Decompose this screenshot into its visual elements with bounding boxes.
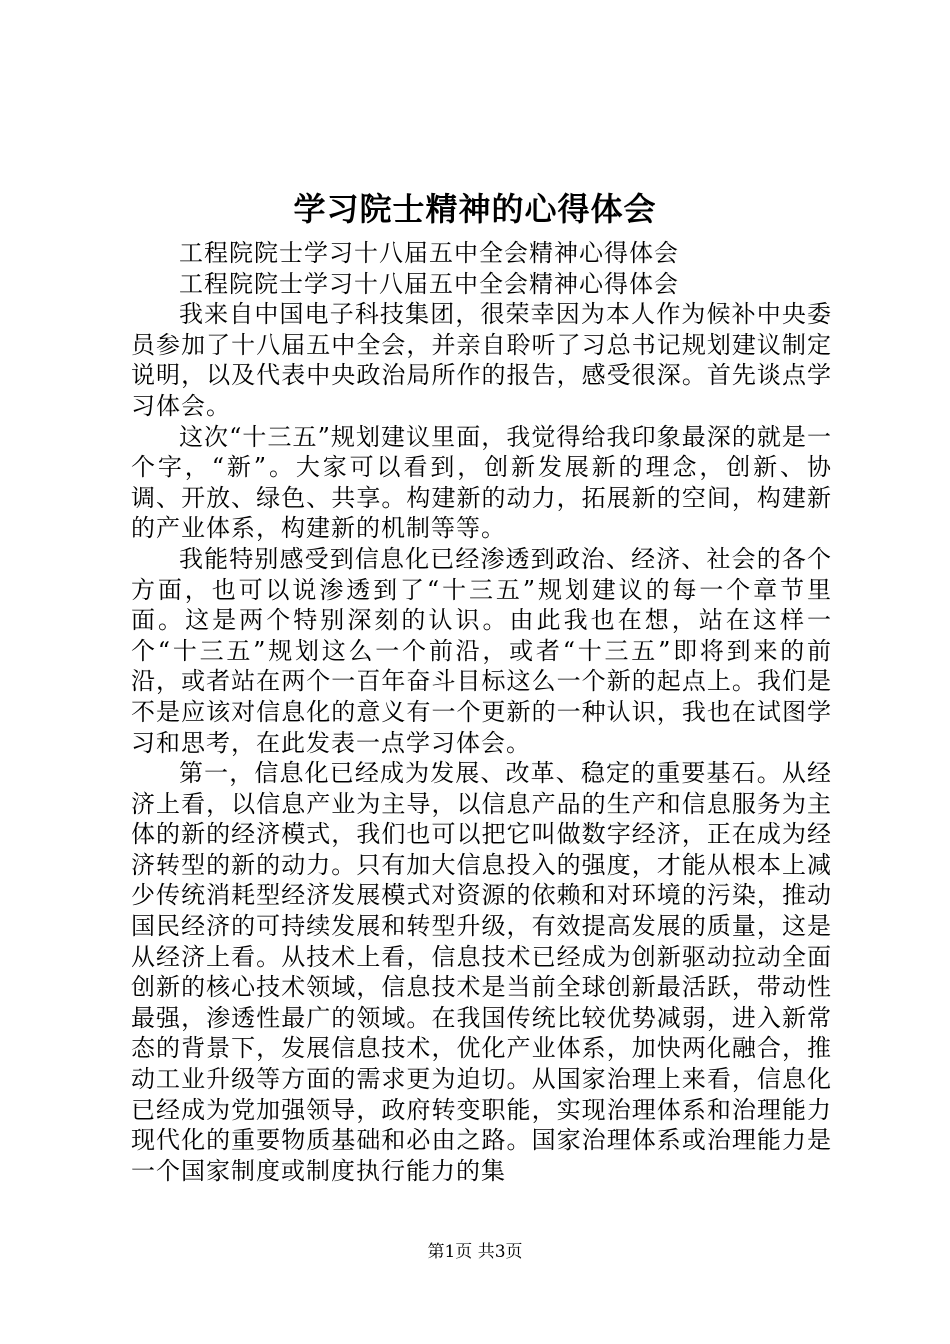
body-paragraph: 我来自中国电子科技集团，很荣幸因为本人作为候补中央委员参加了十八届五中全会，并亲自聆听了习总书记规划建议制定说明，以及代表中央政治局所作的报告，感受很深。首先谈点学习体会。 <box>131 300 832 420</box>
body-paragraph: 这次“十三五”规划建议里面，我觉得给我印象最深的就是一个字，“新”。大家可以看到，创新发展新的理念，创新、协调、开放、绿色、共享。构建新的动力，拓展新的空间，构建新的产业体系，构建新的机制等等。 <box>131 422 832 543</box>
document-title: 学习院士精神的心得体会 <box>293 190 657 228</box>
document-body <box>131 238 832 1186</box>
page-footer: 第1页 共3页 <box>427 1242 523 1262</box>
body-paragraph: 第一，信息化已经成为发展、改革、稳定的重要基石。从经济上看，以信息产业为主导，以信息产品的生产和信息服务为主体的新的经济模式，我们也可以把它叫做数字经济，正在成为经济转型的新的动力。只有加大信息投入的强度，才能从根本上减少传统消耗型经济发展模式对资源的依赖和对环境的污染，推动国民经济的可持续发展和转型升级，有效提高发展的质量，这是从经济上看。从技术上看，信息技术已经成为创新驱动拉动全面创新的核心技术领域，信息技术是当前全球创新最活跃，带动性最强，渗透性最广的领域。在我国传统比较优势减弱，进入新常态的背景下，发展信息技术，优化产业体系，加快两化融合，推动工业升级等方面的需求更为迫切。从国家治理上来看，信息化已经成为党加强领导，政府转变职能，实现治理体系和治理能力现代化的重要物质基础和必由之路。国家治理体系或治理能力是一个国家制度或制度执行能力的集 <box>131 759 832 1185</box>
subtitle-line: 工程院院士学习十八届五中全会精神心得体会 <box>179 269 679 298</box>
body-paragraph: 我能特别感受到信息化已经渗透到政治、经济、社会的各个方面，也可以说渗透到了“十三五”规划建议的每一个章节里面。这是两个特别深刻的认识。由此我也在想，站在这样一个“十三五”规划这么一个前沿，或者“十三五”即将到来的前沿，或者站在两个一百年奋斗目标这么一个新的起点上。我们是不是应该对信息化的意义有一个更新的一种认识，我也在试图学习和思考，在此发表一点学习体会。 <box>131 544 832 757</box>
subtitle-line: 工程院院士学习十八届五中全会精神心得体会 <box>179 239 679 267</box>
